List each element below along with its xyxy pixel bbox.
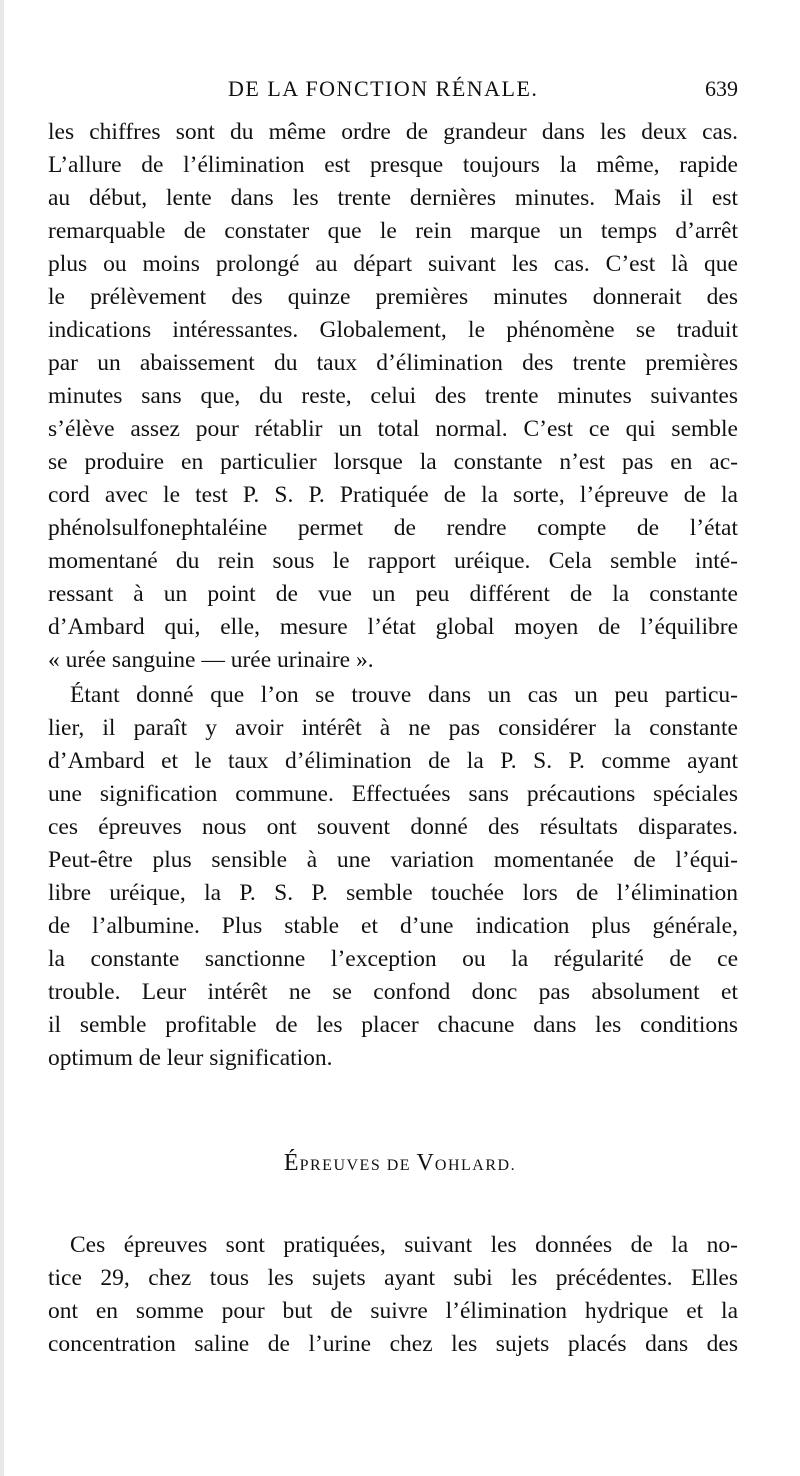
text-line: par un abaissement du taux d’élimination des trente premières xyxy=(48,350,738,376)
text-line: « urée sanguine — urée urinaire ». xyxy=(48,647,374,673)
text-line: minutes sans que, du reste, celui des trente minutes suivantes xyxy=(48,383,738,409)
text-line: plus ou moins prolongé au départ suivant les cas. C’est là que xyxy=(48,251,738,277)
text-line: il semble profitable de les placer chacune dans les conditions xyxy=(48,1012,738,1038)
text-line: phénolsulfonephtaléine permet de rendre compte de l’état xyxy=(48,515,738,541)
heading-initial: É xyxy=(283,1150,300,1176)
text-line: indications intéressantes. Globalement, le phénomène se traduit xyxy=(48,317,738,343)
page-number: 639 xyxy=(705,76,738,101)
text-line: ces épreuves nous ont souvent donné des résultats disparates. xyxy=(48,814,738,840)
text-line: au début, lente dans les trente dernières minutes. Mais il est xyxy=(48,185,738,211)
text-line: d’Ambard qui, elle, mesure l’état global moyen de l’équilibre xyxy=(48,614,738,640)
text-line: concentration saline de l’urine chez les sujets placés dans des xyxy=(48,1331,738,1357)
text-line: se produire en particulier lorsque la constante n’est pas en ac- xyxy=(48,449,738,475)
text-line: Ces épreuves sont pratiquées, suivant les données de la no- xyxy=(70,1232,738,1258)
text-line: optimum de leur signification. xyxy=(48,1045,333,1071)
heading-initial: V xyxy=(416,1150,435,1176)
text-line: momentané du rein sous le rapport uréique. Cela semble inté- xyxy=(48,548,738,574)
section-heading xyxy=(0,1150,800,1177)
text-line: les chiffres sont du même ordre de grandeur dans les deux cas. xyxy=(48,119,738,145)
heading-period: . xyxy=(510,1157,517,1174)
text-line: lier, il paraît y avoir intérêt à ne pas considérer la constante xyxy=(48,715,738,741)
page-header xyxy=(48,76,738,106)
text-line: de l’albumine. Plus stable et d’une indication plus générale, xyxy=(48,913,738,939)
text-line: une signification commune. Effectuées sans précautions spéciales xyxy=(48,781,738,807)
text-line: cord avec le test P. S. P. Pratiquée de la sorte, l’épreuve de la xyxy=(48,482,738,508)
text-line: ressant à un point de vue un peu différent de la constante xyxy=(48,581,738,607)
text-line: Peut-être plus sensible à une variation momentanée de l’équi- xyxy=(48,847,738,873)
text-line: la constante sanctionne l’exception ou la régularité de ce xyxy=(48,946,738,972)
running-title: DE LA FONCTION RÉNALE. xyxy=(228,76,539,101)
text-line: Étant donné que l’on se trouve dans un cas un peu particu- xyxy=(70,682,738,708)
page-edge-shadow xyxy=(0,0,4,1476)
text-line: s’élève assez pour rétablir un total normal. C’est ce qui semble xyxy=(48,416,738,442)
text-line: remarquable de constater que le rein marque un temps d’arrêt xyxy=(48,218,738,244)
text-line: d’Ambard et le taux d’élimination de la P. S. P. comme ayant xyxy=(48,748,738,774)
text-line: tice 29, chez tous les sujets ayant subi les précédentes. Elles xyxy=(48,1265,738,1291)
text-line: ont en somme pour but de suivre l’élimination hydrique et la xyxy=(48,1298,738,1324)
text-line: libre uréique, la P. S. P. semble touchée lors de l’élimination xyxy=(48,880,738,906)
text-line: L’allure de l’élimination est presque toujours la même, rapide xyxy=(48,152,738,178)
text-line: trouble. Leur intérêt ne se confond donc pas absolument et xyxy=(48,979,738,1005)
text-line: le prélèvement des quinze premières minutes donnerait des xyxy=(48,284,738,310)
heading-small-caps: OHLARD xyxy=(434,1157,511,1174)
heading-small-caps: PREUVES DE xyxy=(299,1157,417,1174)
